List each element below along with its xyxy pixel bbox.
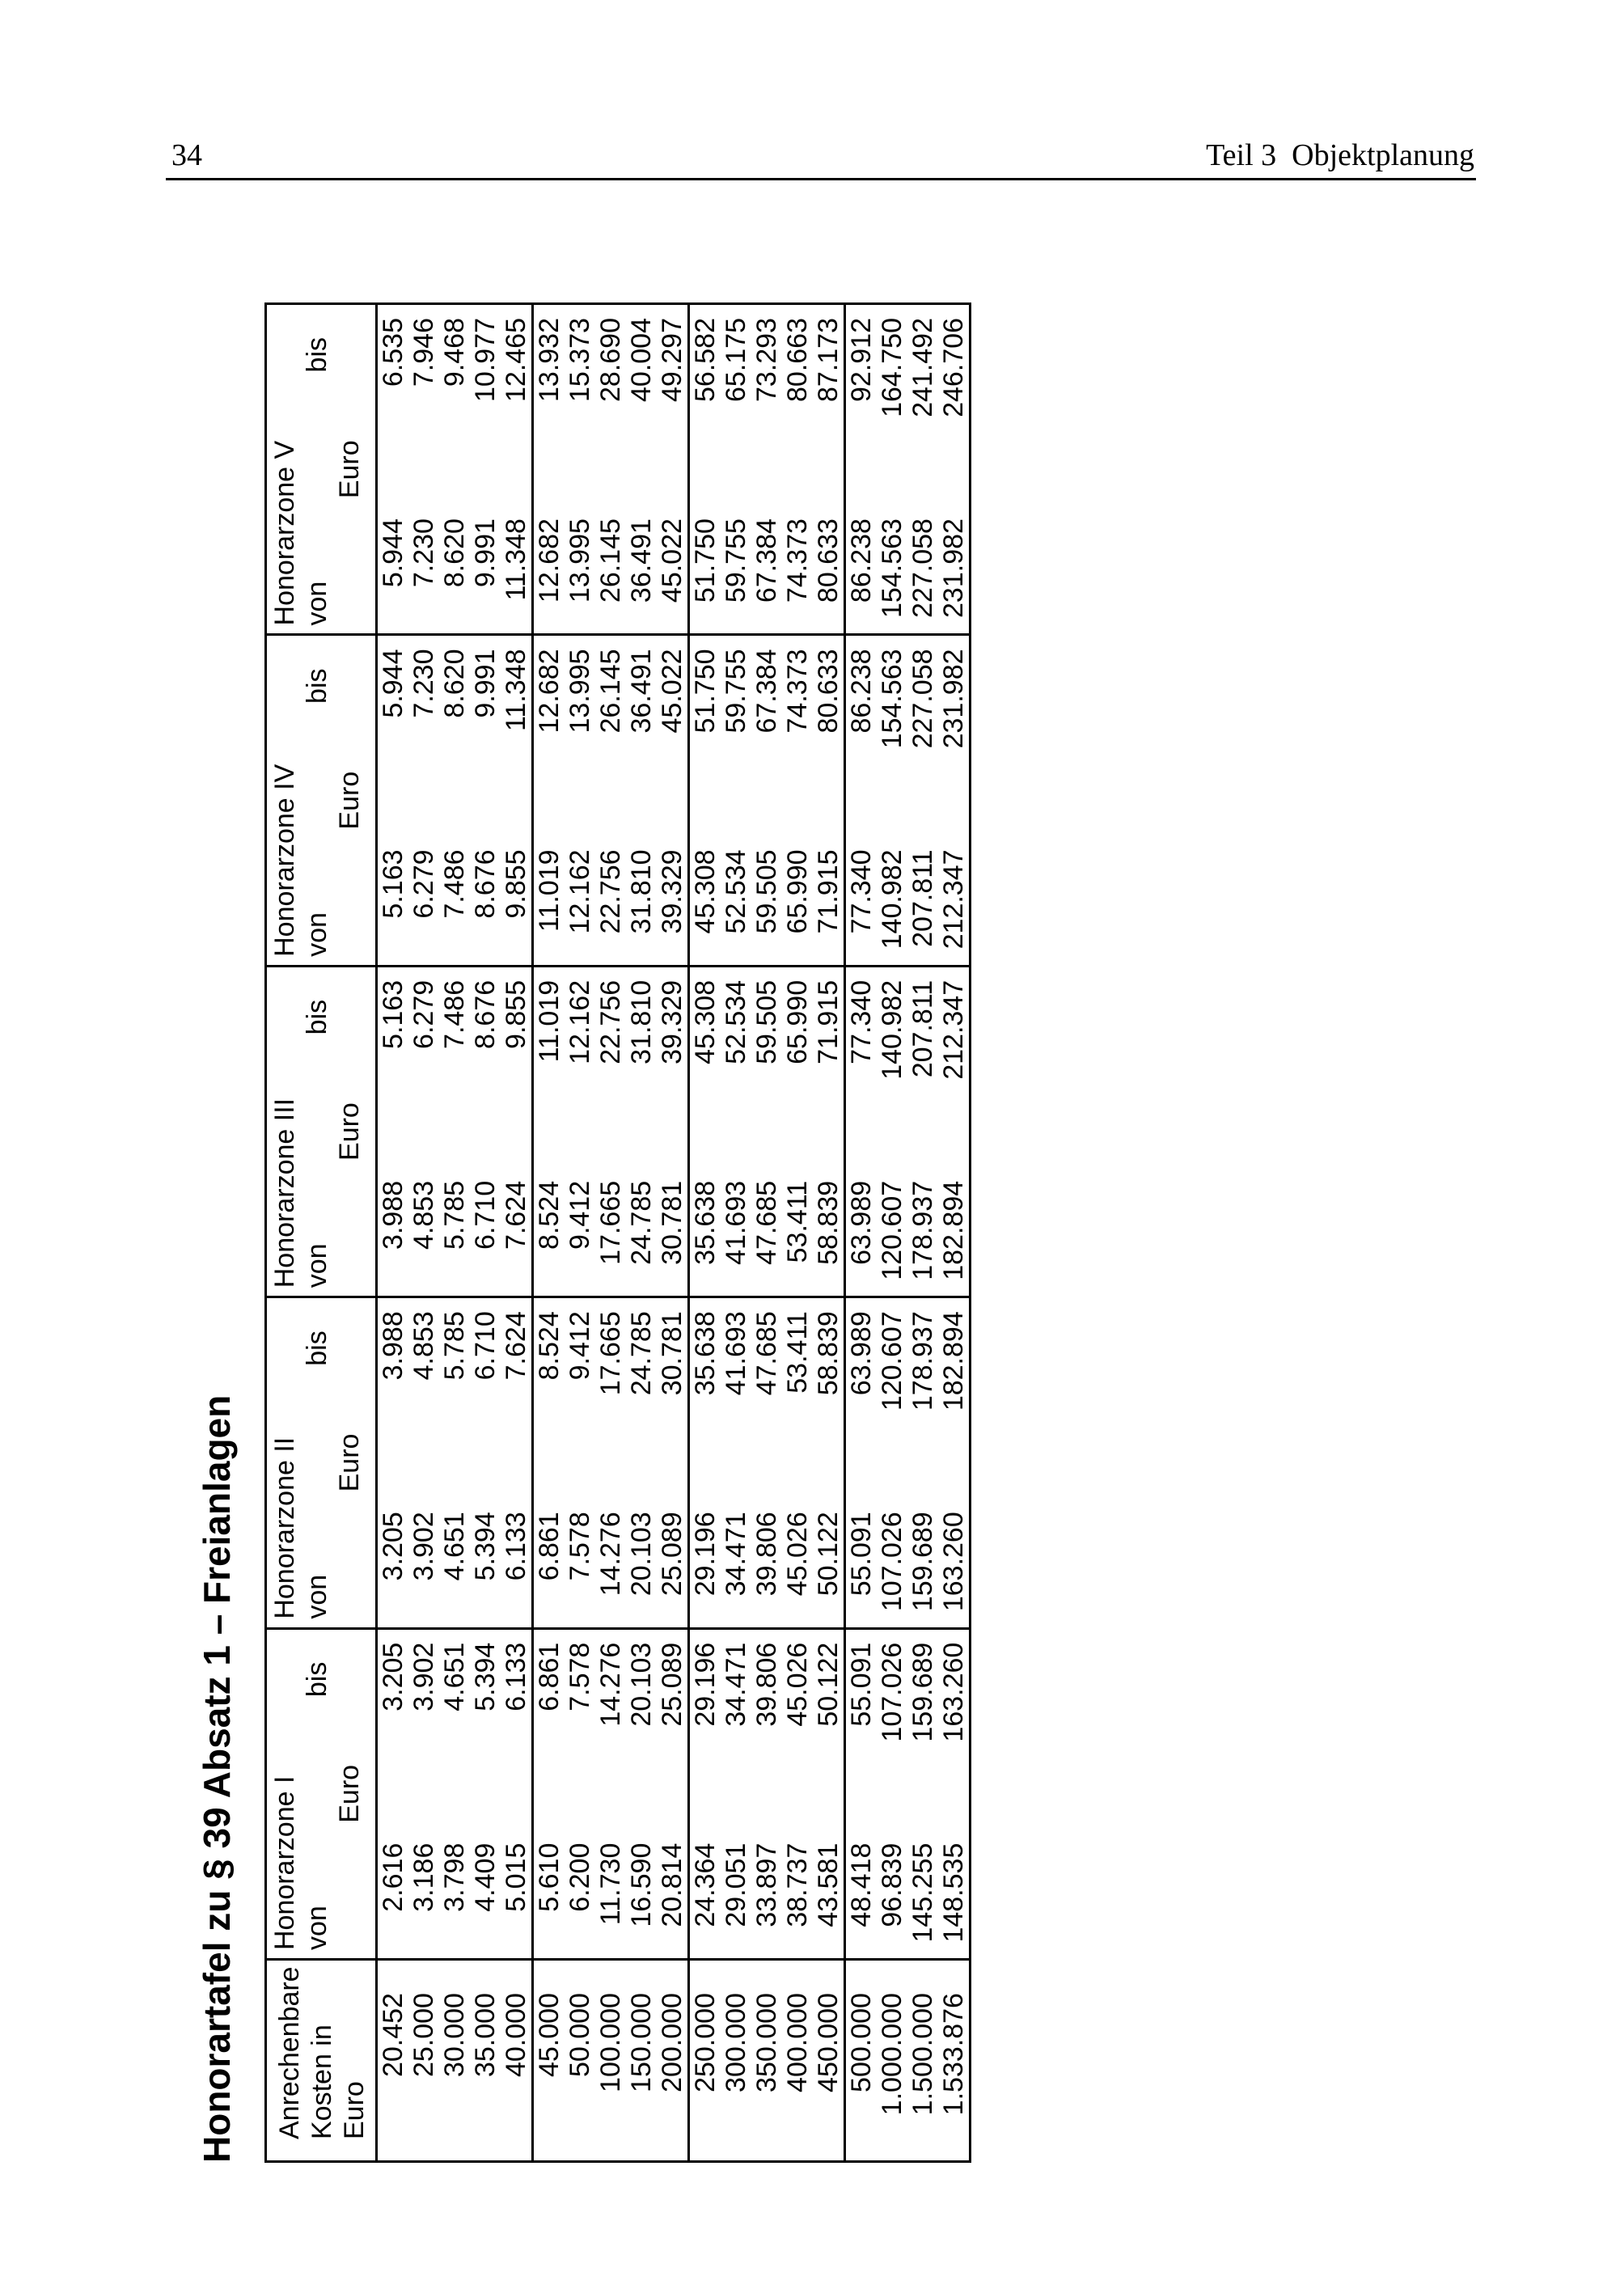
fee-to-cell: 154.563 — [877, 635, 907, 836]
fee-to-cell: 11.019 — [533, 966, 565, 1167]
running-head: Teil 3 Objektplanung — [1206, 138, 1474, 172]
fee-from-cell: 11.348 — [501, 506, 533, 635]
zone-von-label: von — [302, 1243, 332, 1288]
fee-from-cell: 182.894 — [938, 1180, 969, 1280]
fee-from-cell: 3.205 — [378, 1512, 408, 1581]
table-row — [501, 304, 533, 2162]
fee-to-cell: 212.347 — [938, 966, 971, 1167]
zone-title: Honorarzone IV — [269, 764, 300, 957]
costs-header-line-2: Kosten in Euro — [307, 2024, 370, 2139]
fee-to-cell: 45.026 — [782, 1628, 813, 1830]
fee-from-cell: 140.982 — [877, 849, 907, 950]
fee-to-cell: 120.607 — [877, 1297, 907, 1499]
fee-from-cell: 3.798 — [439, 1842, 470, 1912]
fee-from-cell: 58.839 — [813, 1168, 845, 1297]
table-row — [377, 304, 409, 2162]
fee-to-cell: 12.162 — [565, 966, 595, 1167]
table-row — [470, 304, 501, 2162]
cost-cell: 1.500.000 — [907, 1960, 938, 2162]
fee-from-cell: 154.563 — [877, 518, 907, 618]
fee-to-cell: 59.505 — [751, 966, 782, 1167]
fee-from-cell: 14.276 — [595, 1512, 626, 1597]
fee-from-cell: 80.633 — [813, 506, 845, 635]
fee-to-cell: 73.293 — [751, 318, 782, 402]
table-body — [377, 304, 971, 2162]
fee-to-cell: 5.785 — [439, 1297, 470, 1499]
fee-to-cell: 159.689 — [907, 1628, 938, 1830]
fee-to-cell: 55.091 — [845, 1628, 878, 1830]
fee-to-cell: 140.982 — [877, 966, 907, 1167]
fee-to-cell: 13.995 — [565, 635, 595, 836]
fee-to-cell: 65.990 — [782, 966, 813, 1167]
fee-to-cell: 3.988 — [377, 1297, 409, 1499]
fee-to-cell: 14.276 — [595, 1628, 626, 1830]
fee-to-cell: 207.811 — [907, 966, 938, 1167]
table-header-row — [266, 304, 377, 2162]
fee-to-cell: 8.676 — [470, 966, 501, 1167]
fee-from-cell: 36.491 — [626, 518, 657, 603]
cost-cell: 150.000 — [626, 1960, 657, 2162]
fee-from-cell: 53.411 — [782, 1180, 813, 1263]
fee-to-cell: 35.638 — [689, 1297, 721, 1499]
fee-to-cell: 40.004 — [626, 318, 657, 402]
fee-to-cell: 6.710 — [470, 1297, 501, 1499]
cost-cell: 35.000 — [470, 1960, 501, 2162]
fee-from-cell: 7.230 — [408, 518, 439, 588]
fee-from-cell: 48.418 — [846, 1842, 877, 1927]
fee-from-cell: 9.991 — [470, 518, 501, 588]
fee-from-cell: 207.811 — [907, 849, 938, 947]
cost-cell: 40.000 — [501, 1960, 533, 2162]
fee-to-cell: 53.411 — [782, 1297, 813, 1499]
zone-header-2 — [266, 1297, 377, 1628]
fee-to-cell: 7.230 — [408, 635, 439, 836]
cost-cell: 45.000 — [533, 1960, 565, 2162]
fee-from-cell: 6.279 — [408, 849, 439, 919]
table-row — [721, 304, 751, 2162]
fee-from-cell: 107.026 — [877, 1512, 907, 1612]
fee-from-cell: 8.676 — [470, 849, 501, 919]
fee-to-cell: 34.471 — [721, 1628, 751, 1830]
table-row — [907, 304, 938, 2162]
fee-to-cell: 4.651 — [439, 1628, 470, 1830]
fee-to-cell: 12.465 — [501, 304, 533, 506]
table-row — [938, 304, 971, 2162]
fee-from-cell: 26.145 — [595, 518, 626, 603]
fee-from-cell: 212.347 — [938, 849, 969, 950]
fee-from-cell: 4.853 — [408, 1180, 439, 1250]
fee-from-cell: 9.412 — [565, 1180, 595, 1250]
fee-to-cell: 56.582 — [690, 318, 721, 402]
fee-to-cell: 107.026 — [877, 1628, 907, 1830]
fee-to-cell: 47.685 — [751, 1297, 782, 1499]
zone-von-label: von — [302, 1906, 332, 1951]
fee-to-cell: 30.781 — [657, 1297, 689, 1499]
fee-from-cell: 120.607 — [877, 1180, 907, 1280]
fee-to-cell: 246.706 — [938, 318, 969, 417]
fee-to-cell: 8.620 — [439, 635, 470, 836]
table-row — [565, 304, 595, 2162]
fee-from-cell: 12.162 — [565, 849, 595, 934]
zone-title: Honorarzone III — [269, 1098, 300, 1288]
fee-from-cell: 33.897 — [751, 1842, 782, 1927]
fee-from-cell: 178.937 — [907, 1180, 938, 1280]
fee-from-cell: 45.022 — [657, 506, 689, 635]
fee-to-cell: 17.665 — [595, 1297, 626, 1499]
fee-from-cell: 5.015 — [501, 1830, 533, 1960]
fee-from-cell: 50.122 — [813, 1499, 845, 1628]
table-row — [751, 304, 782, 2162]
fee-to-cell: 22.756 — [595, 966, 626, 1167]
fee-from-cell: 6.133 — [501, 1499, 533, 1628]
cost-cell: 200.000 — [657, 1960, 689, 2162]
fee-to-cell: 5.163 — [377, 966, 409, 1167]
fee-from-cell: 145.255 — [907, 1842, 938, 1943]
fee-from-cell: 8.524 — [534, 1180, 565, 1250]
fee-to-cell: 71.915 — [813, 966, 845, 1167]
fee-from-cell: 71.915 — [813, 836, 845, 966]
fee-from-cell: 34.471 — [721, 1512, 751, 1597]
fee-to-cell: 10.977 — [470, 318, 501, 402]
fee-from-cell: 55.091 — [846, 1512, 877, 1597]
zone-von-label: von — [302, 581, 332, 626]
fee-to-cell: 58.839 — [813, 1297, 845, 1499]
cost-cell: 300.000 — [721, 1960, 751, 2162]
fee-to-cell: 87.173 — [813, 304, 845, 506]
zone-von-label: von — [302, 912, 332, 957]
fee-from-cell: 9.855 — [501, 836, 533, 966]
fee-from-cell: 13.995 — [565, 518, 595, 603]
fee-from-cell: 22.756 — [595, 849, 626, 934]
fee-from-cell: 24.364 — [690, 1842, 721, 1927]
zone-bis-label: bis — [302, 668, 332, 704]
fee-to-cell: 231.982 — [938, 635, 971, 836]
fee-from-cell: 7.486 — [439, 849, 470, 919]
fee-to-cell: 39.329 — [657, 966, 689, 1167]
fee-from-cell: 31.810 — [626, 849, 657, 934]
fee-to-cell: 25.089 — [657, 1628, 689, 1830]
fee-from-cell: 39.329 — [657, 836, 689, 966]
fee-from-cell: 5.163 — [378, 849, 408, 919]
fee-to-cell: 45.308 — [689, 966, 721, 1167]
cost-cell: 350.000 — [751, 1960, 782, 2162]
cost-cell: 500.000 — [845, 1960, 878, 2162]
zone-header-5 — [266, 304, 377, 635]
fee-to-cell: 41.693 — [721, 1297, 751, 1499]
fee-to-cell: 7.946 — [408, 318, 439, 387]
fee-from-cell: 8.620 — [439, 518, 470, 588]
fee-from-cell: 47.685 — [751, 1180, 782, 1265]
fee-from-cell: 6.861 — [534, 1512, 565, 1581]
fee-to-cell: 92.912 — [846, 318, 877, 402]
fee-from-cell: 12.682 — [534, 518, 565, 603]
zone-bis-label: bis — [302, 1661, 332, 1698]
fee-from-cell: 5.944 — [378, 518, 408, 588]
table-row — [813, 304, 845, 2162]
fee-from-cell: 5.394 — [470, 1512, 501, 1581]
fee-to-cell: 9.412 — [565, 1297, 595, 1499]
fee-from-cell: 65.990 — [782, 849, 813, 934]
fee-from-cell: 30.781 — [657, 1168, 689, 1297]
fee-to-cell: 77.340 — [845, 966, 878, 1167]
fee-from-cell: 43.581 — [813, 1830, 845, 1960]
fee-to-cell: 51.750 — [689, 635, 721, 836]
fee-to-cell: 227.058 — [907, 635, 938, 836]
fee-from-cell: 74.373 — [782, 518, 813, 603]
fee-to-cell: 6.535 — [378, 318, 408, 387]
fee-from-cell: 24.785 — [626, 1180, 657, 1265]
table-row — [657, 304, 689, 2162]
fee-from-cell: 11.019 — [534, 849, 565, 932]
zone-unit-label: Euro — [334, 1102, 365, 1161]
fee-to-cell: 182.894 — [938, 1297, 971, 1499]
table-row — [689, 304, 721, 2162]
fee-from-cell: 148.535 — [938, 1842, 969, 1943]
cost-cell: 100.000 — [595, 1960, 626, 2162]
fee-from-cell: 59.755 — [721, 518, 751, 603]
fee-from-cell: 231.982 — [938, 518, 969, 618]
fee-from-cell: 29.196 — [690, 1512, 721, 1597]
fee-from-cell: 4.409 — [470, 1842, 501, 1912]
fee-to-cell: 6.279 — [408, 966, 439, 1167]
fee-from-cell: 2.616 — [378, 1842, 408, 1912]
zone-unit-label: Euro — [334, 771, 365, 830]
fee-to-cell: 3.205 — [377, 1628, 409, 1830]
table-row — [845, 304, 878, 2162]
table-row — [533, 304, 565, 2162]
fee-from-cell: 59.505 — [751, 849, 782, 934]
fee-to-cell: 28.690 — [595, 318, 626, 402]
fee-from-cell: 3.988 — [378, 1180, 408, 1250]
table-row — [439, 304, 470, 2162]
fee-from-cell: 67.384 — [751, 518, 782, 603]
fee-from-cell: 163.260 — [938, 1512, 969, 1612]
fee-from-cell: 16.590 — [626, 1842, 657, 1927]
fee-to-cell: 24.785 — [626, 1297, 657, 1499]
fee-to-cell: 9.855 — [501, 966, 533, 1167]
fee-from-cell: 6.200 — [565, 1842, 595, 1912]
fee-to-cell: 63.989 — [845, 1297, 878, 1499]
zone-von-label: von — [302, 1574, 332, 1619]
fee-from-cell: 45.308 — [690, 849, 721, 934]
fee-from-cell: 159.689 — [907, 1512, 938, 1612]
cost-cell: 250.000 — [689, 1960, 721, 2162]
fee-to-cell: 50.122 — [813, 1628, 845, 1830]
zone-bis-label: bis — [302, 999, 332, 1035]
zone-header-3 — [266, 966, 377, 1297]
fee-to-cell: 52.534 — [721, 966, 751, 1167]
fee-from-cell: 38.737 — [782, 1842, 813, 1927]
cost-cell: 20.452 — [377, 1960, 409, 2162]
fee-from-cell: 96.839 — [877, 1842, 907, 1927]
table-row — [782, 304, 813, 2162]
fee-table — [264, 302, 971, 2163]
fee-to-cell: 3.902 — [408, 1628, 439, 1830]
fee-from-cell: 227.058 — [907, 518, 938, 618]
fee-to-cell: 59.755 — [721, 635, 751, 836]
fee-from-cell: 52.534 — [721, 849, 751, 934]
fee-to-cell: 74.373 — [782, 635, 813, 836]
rotated-content — [195, 293, 1117, 2169]
zone-bis-label: bis — [302, 337, 332, 373]
cost-cell: 450.000 — [813, 1960, 845, 2162]
fee-from-cell: 45.026 — [782, 1512, 813, 1597]
fee-to-cell: 20.103 — [626, 1628, 657, 1830]
fee-to-cell: 163.260 — [938, 1628, 971, 1830]
fee-to-cell: 80.633 — [813, 635, 845, 836]
fee-to-cell: 178.937 — [907, 1297, 938, 1499]
fee-from-cell: 29.051 — [721, 1842, 751, 1927]
fee-to-cell: 4.853 — [408, 1297, 439, 1499]
fee-from-cell: 20.103 — [626, 1512, 657, 1597]
page-number: 34 — [171, 138, 202, 172]
fee-from-cell: 25.089 — [657, 1499, 689, 1628]
fee-to-cell: 15.373 — [565, 318, 595, 402]
zone-header-1 — [266, 1628, 377, 1959]
fee-from-cell: 39.806 — [751, 1512, 782, 1597]
fee-from-cell: 7.578 — [565, 1512, 595, 1581]
fee-to-cell: 80.663 — [782, 318, 813, 402]
table-row — [595, 304, 626, 2162]
fee-to-cell: 65.175 — [721, 318, 751, 402]
fee-from-cell: 3.902 — [408, 1512, 439, 1581]
cost-cell: 1.000.000 — [877, 1960, 907, 2162]
fee-to-cell: 11.348 — [501, 635, 533, 836]
zone-unit-label: Euro — [334, 440, 365, 499]
zone-header-4 — [266, 635, 377, 966]
table-title: Honorartafel zu § 39 Absatz 1 – Freianlagen — [196, 1394, 238, 2163]
zone-title: Honorarzone II — [269, 1436, 300, 1619]
fee-to-cell: 26.145 — [595, 635, 626, 836]
fee-from-cell: 51.750 — [690, 518, 721, 603]
fee-to-cell: 13.932 — [534, 318, 565, 402]
costs-column-header — [266, 1960, 377, 2162]
fee-from-cell: 7.624 — [501, 1168, 533, 1297]
fee-to-cell: 39.806 — [751, 1628, 782, 1830]
fee-from-cell: 86.238 — [846, 518, 877, 603]
fee-from-cell: 17.665 — [595, 1180, 626, 1265]
fee-from-cell: 6.710 — [470, 1180, 501, 1250]
fee-from-cell: 41.693 — [721, 1180, 751, 1265]
fee-to-cell: 49.297 — [657, 304, 689, 506]
fee-to-cell: 164.750 — [877, 318, 907, 417]
fee-to-cell: 6.133 — [501, 1628, 533, 1830]
zone-title: Honorarzone V — [269, 440, 300, 626]
costs-header-line-1: Anrechenbare — [274, 1966, 305, 2139]
fee-from-cell: 63.989 — [846, 1180, 877, 1265]
fee-to-cell: 241.492 — [907, 318, 938, 417]
table-row — [626, 304, 657, 2162]
table-row — [408, 304, 439, 2162]
zone-title: Honorarzone I — [269, 1775, 300, 1951]
fee-to-cell: 29.196 — [689, 1628, 721, 1830]
fee-to-cell: 31.810 — [626, 966, 657, 1167]
cost-cell: 30.000 — [439, 1960, 470, 2162]
fee-from-cell: 3.186 — [408, 1842, 439, 1912]
fee-to-cell: 7.486 — [439, 966, 470, 1167]
fee-to-cell: 9.991 — [470, 635, 501, 836]
fee-to-cell: 6.861 — [533, 1628, 565, 1830]
table-row — [877, 304, 907, 2162]
cost-cell: 1.533.876 — [938, 1960, 971, 2162]
fee-to-cell: 67.384 — [751, 635, 782, 836]
cost-cell: 25.000 — [408, 1960, 439, 2162]
fee-from-cell: 5.610 — [534, 1842, 565, 1912]
fee-from-cell: 11.730 — [595, 1842, 626, 1926]
header-rule — [166, 178, 1476, 180]
fee-from-cell: 4.651 — [439, 1512, 470, 1581]
fee-to-cell: 86.238 — [845, 635, 878, 836]
fee-from-cell: 20.814 — [657, 1830, 689, 1960]
fee-to-cell: 7.578 — [565, 1628, 595, 1830]
cost-cell: 400.000 — [782, 1960, 813, 2162]
fee-to-cell: 5.394 — [470, 1628, 501, 1830]
zone-unit-label: Euro — [334, 1433, 365, 1492]
fee-to-cell: 7.624 — [501, 1297, 533, 1499]
fee-to-cell: 12.682 — [533, 635, 565, 836]
fee-from-cell: 77.340 — [846, 849, 877, 934]
cost-cell: 50.000 — [565, 1960, 595, 2162]
zone-bis-label: bis — [302, 1331, 332, 1366]
fee-to-cell: 36.491 — [626, 635, 657, 836]
fee-from-cell: 5.785 — [439, 1180, 470, 1250]
fee-to-cell: 8.524 — [533, 1297, 565, 1499]
fee-to-cell: 5.944 — [377, 635, 409, 836]
fee-to-cell: 45.022 — [657, 635, 689, 836]
fee-from-cell: 35.638 — [690, 1180, 721, 1265]
zone-unit-label: Euro — [334, 1764, 365, 1823]
fee-to-cell: 9.468 — [439, 318, 470, 387]
